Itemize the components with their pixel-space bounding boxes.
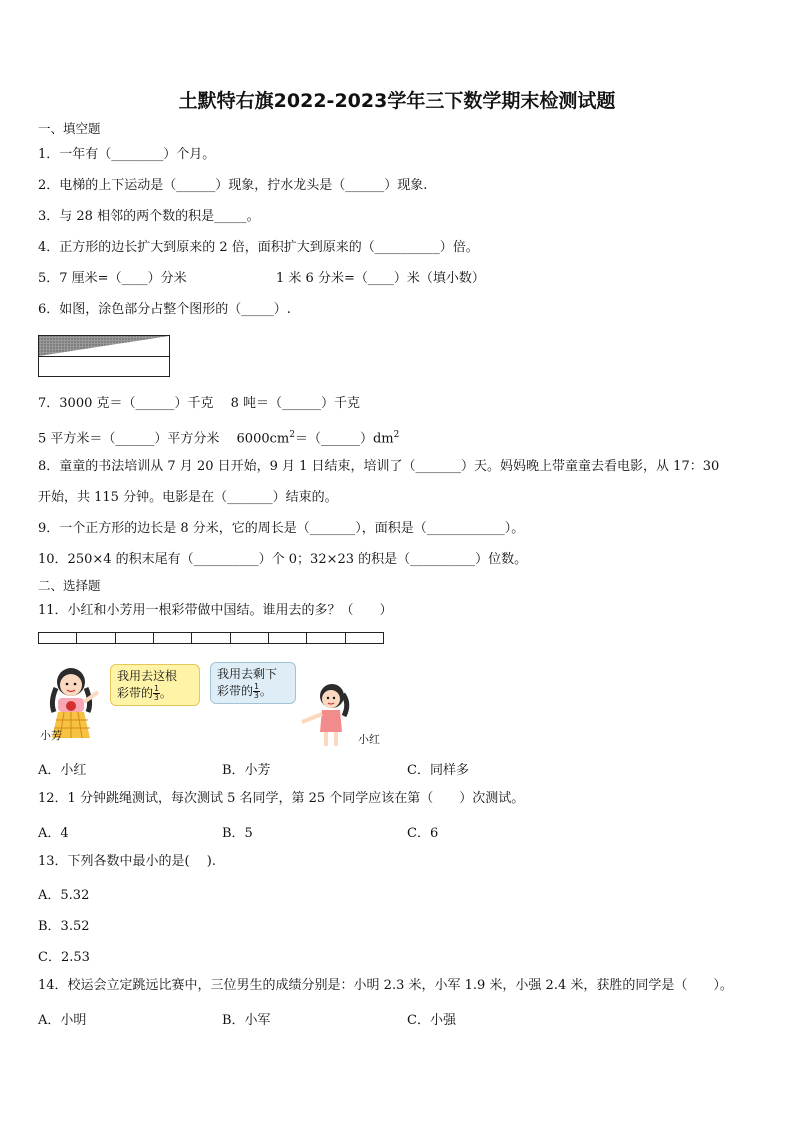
bubble-text-row: 彩带的 $\frac{1}{3}$ 。 bbox=[217, 682, 272, 700]
shaded-region bbox=[38, 335, 170, 357]
question-8-line1: 8．童童的书法培训从 7 月 20 日开始，9 月 1 日结束，培训了（_______）天。妈妈晚上带童童去看电影，从 17：30 bbox=[38, 459, 720, 474]
ribbon-strip bbox=[38, 632, 384, 644]
question-6: 6．如图，涂色部分占整个图形的（_____）. bbox=[38, 302, 291, 317]
q12-option-c[interactable]: C．6 bbox=[407, 826, 439, 841]
fraction-numerator: 1 bbox=[154, 684, 159, 693]
fraction-one-third bbox=[153, 685, 160, 702]
q11-option-c[interactable]: C．同样多 bbox=[407, 763, 469, 778]
q13-option-a[interactable]: A．5.32 bbox=[38, 888, 90, 903]
question-3: 3．与 28 相邻的两个数的积是_____。 bbox=[38, 209, 260, 224]
question-5a: 5．7 厘米=（____）分米 bbox=[38, 271, 187, 286]
page-title: 土默特右旗2022-2023学年三下数学期末检测试题 bbox=[178, 90, 616, 112]
fraction-numerator: 1 bbox=[254, 682, 259, 691]
question-10: 10．250×4 的积末尾有（__________）个 0；32×23 的积是（__________）位数。 bbox=[38, 552, 528, 567]
question-2: 2．电梯的上下运动是（______）现象，拧水龙头是（______）现象. bbox=[38, 178, 428, 193]
ribbon-segment bbox=[307, 633, 345, 643]
bubble-text: 我用去剩下 bbox=[217, 667, 278, 681]
fraction-one-third bbox=[253, 683, 260, 700]
q13-option-c[interactable]: C．2.53 bbox=[38, 950, 90, 965]
superscript-2: 2 bbox=[393, 430, 400, 440]
section-heading-multiple-choice: 二、选择题 bbox=[38, 578, 101, 593]
question-7b-part2: ＝（______）dm bbox=[294, 431, 394, 447]
ribbon-segment bbox=[192, 633, 230, 643]
bubble-text: 我用去这根 bbox=[117, 669, 178, 683]
ribbon-segment bbox=[77, 633, 115, 643]
question-13: 13．下列各数中最小的是( ). bbox=[38, 854, 216, 869]
bubble-text: 彩带的 bbox=[217, 684, 254, 698]
question-11: 11．小红和小芳用一根彩带做中国结。谁用去的多？（ ） bbox=[38, 603, 393, 618]
ribbon-segment bbox=[116, 633, 154, 643]
ribbon-segment bbox=[269, 633, 307, 643]
q14-option-b[interactable]: B．小军 bbox=[222, 1013, 271, 1028]
question-5b: 1 米 6 分米=（____）米（填小数） bbox=[276, 271, 485, 286]
ribbon-segment bbox=[346, 633, 383, 643]
q11-option-a[interactable]: A．小红 bbox=[38, 763, 87, 778]
question-7b bbox=[38, 426, 399, 448]
bubble-text-row: 彩带的 $\frac{1}{3}$ 。 bbox=[117, 684, 172, 702]
name-label-xiaohong: 小红 bbox=[358, 733, 380, 746]
superscript-2: 2 bbox=[289, 430, 295, 440]
figure-divider-line bbox=[38, 356, 169, 357]
q13-option-b[interactable]: B．3.52 bbox=[38, 919, 90, 934]
q11-option-b[interactable]: B．小芳 bbox=[222, 763, 271, 778]
question-7b-part1: 5 平方米＝（______）平方分米 6000cm bbox=[38, 431, 290, 447]
question-7a: 7．3000 克＝（______）千克 8 吨＝（______）千克 bbox=[38, 396, 361, 411]
ribbon-segment bbox=[39, 633, 77, 643]
fraction-denominator: 3 bbox=[154, 693, 159, 702]
q14-option-c[interactable]: C．小强 bbox=[407, 1013, 456, 1028]
question-8-line2: 开始，共 115 分钟。电影是在（_______）结束的。 bbox=[38, 490, 338, 505]
speech-bubble-xiaofang bbox=[110, 664, 200, 706]
speech-bubble-xiaohong bbox=[210, 662, 296, 704]
question-4: 4．正方形的边长扩大到原来的 2 倍，面积扩大到原来的（__________）倍。 bbox=[38, 240, 479, 255]
question-14: 14．校运会立定跳远比赛中，三位男生的成绩分别是：小明 2.3 米，小军 1.9 米，小强 2.4 米，获胜的同学是（ ）。 bbox=[38, 978, 733, 993]
girl-xiaohong-illustration bbox=[288, 682, 358, 748]
question-1: 1．一年有（________）个月。 bbox=[38, 147, 216, 162]
ribbon-segment bbox=[231, 633, 269, 643]
name-label-xiaofang: 小芳 bbox=[40, 729, 62, 742]
ribbon-segment bbox=[154, 633, 192, 643]
fraction-denominator: 3 bbox=[254, 691, 259, 700]
q12-option-b[interactable]: B．5 bbox=[222, 826, 253, 841]
bubble-text: 彩带的 bbox=[117, 686, 154, 700]
question-9: 9．一个正方形的边长是 8 分米，它的周长是（_______），面积是（____________）。 bbox=[38, 521, 525, 536]
q12-option-a[interactable]: A．4 bbox=[38, 826, 69, 841]
q14-option-a[interactable]: A．小明 bbox=[38, 1013, 87, 1028]
section-heading-fill-blank: 一、填空题 bbox=[38, 121, 101, 136]
question-12: 12．1 分钟跳绳测试，每次测试 5 名同学，第 25 个同学应该在第（ ）次测试。 bbox=[38, 791, 525, 806]
